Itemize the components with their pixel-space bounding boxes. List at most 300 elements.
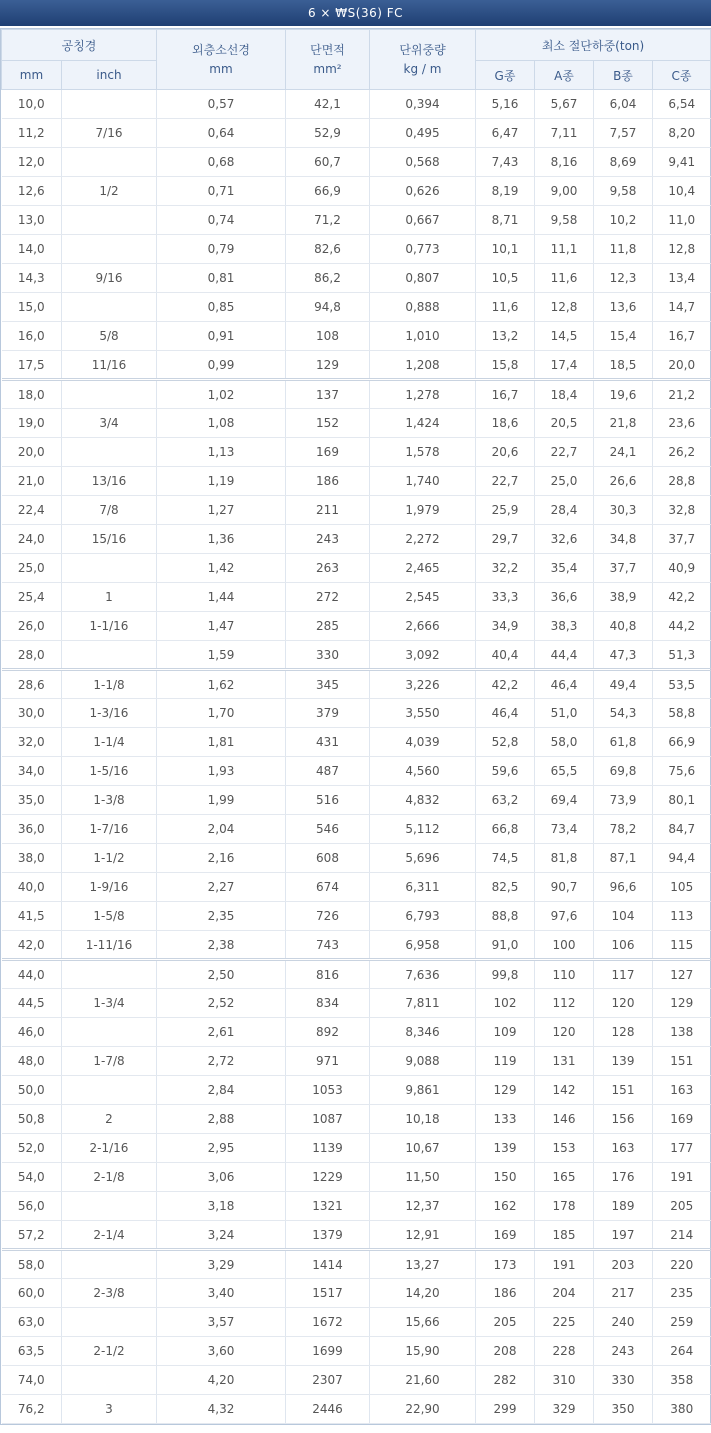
unit-weight-cell: 1,208 bbox=[370, 351, 476, 380]
area-cell: 431 bbox=[286, 728, 370, 757]
nominal-mm-cell: 58,0 bbox=[2, 1250, 62, 1279]
nominal-mm-cell: 16,0 bbox=[2, 322, 62, 351]
nominal-mm-cell: 36,0 bbox=[2, 815, 62, 844]
grade-a-cell: 32,6 bbox=[535, 525, 594, 554]
grade-a-cell: 73,4 bbox=[535, 815, 594, 844]
nominal-inch-cell: 1-1/4 bbox=[62, 728, 157, 757]
grade-b-cell: 156 bbox=[594, 1105, 653, 1134]
outer-wire-dia-cell: 0,99 bbox=[157, 351, 286, 380]
table-row bbox=[2, 264, 711, 293]
unit-weight-cell: 7,811 bbox=[370, 989, 476, 1018]
nominal-inch-cell bbox=[62, 1076, 157, 1105]
table-row bbox=[2, 1076, 711, 1105]
area-cell: 1053 bbox=[286, 1076, 370, 1105]
table-row bbox=[2, 1337, 711, 1366]
table-row bbox=[2, 699, 711, 728]
outer-wire-dia-cell: 4,20 bbox=[157, 1366, 286, 1395]
outer-wire-dia-cell: 1,42 bbox=[157, 554, 286, 583]
outer-wire-dia-cell: 1,70 bbox=[157, 699, 286, 728]
nominal-inch-cell bbox=[62, 641, 157, 670]
outer-wire-dia-cell: 0,91 bbox=[157, 322, 286, 351]
unit-weight-unit: kg / m bbox=[403, 61, 442, 76]
unit-weight-cell: 22,90 bbox=[370, 1395, 476, 1424]
unit-weight-cell: 1,740 bbox=[370, 467, 476, 496]
grade-c-cell: 53,5 bbox=[653, 670, 711, 699]
unit-weight-cell: 2,545 bbox=[370, 583, 476, 612]
grade-a-cell: 142 bbox=[535, 1076, 594, 1105]
outer-wire-dia-cell: 1,59 bbox=[157, 641, 286, 670]
table-row bbox=[2, 641, 711, 670]
unit-weight-cell: 12,91 bbox=[370, 1221, 476, 1250]
unit-weight-cell: 11,50 bbox=[370, 1163, 476, 1192]
unit-weight-cell: 9,088 bbox=[370, 1047, 476, 1076]
outer-wire-dia-cell: 3,57 bbox=[157, 1308, 286, 1337]
unit-weight-cell: 1,578 bbox=[370, 438, 476, 467]
grade-g-header: G종 bbox=[476, 61, 535, 90]
nominal-mm-cell: 25,4 bbox=[2, 583, 62, 612]
unit-weight-cell: 9,861 bbox=[370, 1076, 476, 1105]
unit-weight-cell: 2,272 bbox=[370, 525, 476, 554]
grade-b-cell: 7,57 bbox=[594, 119, 653, 148]
grade-c-cell: 10,4 bbox=[653, 177, 711, 206]
grade-g-cell: 173 bbox=[476, 1250, 535, 1279]
grade-b-cell: 30,3 bbox=[594, 496, 653, 525]
grade-c-cell: 105 bbox=[653, 873, 711, 902]
grade-c-cell: 214 bbox=[653, 1221, 711, 1250]
table-row bbox=[2, 670, 711, 699]
grade-b-cell: 203 bbox=[594, 1250, 653, 1279]
nominal-inch-cell: 7/16 bbox=[62, 119, 157, 148]
table-row bbox=[2, 380, 711, 409]
nominal-inch-cell: 2-1/16 bbox=[62, 1134, 157, 1163]
unit-weight-cell: 5,696 bbox=[370, 844, 476, 873]
nominal-mm-cell: 19,0 bbox=[2, 409, 62, 438]
nominal-mm-cell: 21,0 bbox=[2, 467, 62, 496]
outer-wire-dia-cell: 1,62 bbox=[157, 670, 286, 699]
grade-b-cell: 87,1 bbox=[594, 844, 653, 873]
area-cell: 816 bbox=[286, 960, 370, 989]
grade-b-cell: 8,69 bbox=[594, 148, 653, 177]
nominal-mm-cell: 22,4 bbox=[2, 496, 62, 525]
unit-weight-cell: 5,112 bbox=[370, 815, 476, 844]
area-cell: 345 bbox=[286, 670, 370, 699]
grade-g-cell: 29,7 bbox=[476, 525, 535, 554]
area-cell: 1087 bbox=[286, 1105, 370, 1134]
area-cell: 1414 bbox=[286, 1250, 370, 1279]
grade-g-cell: 139 bbox=[476, 1134, 535, 1163]
grade-b-cell: 13,6 bbox=[594, 293, 653, 322]
unit-weight-cell: 8,346 bbox=[370, 1018, 476, 1047]
table-row bbox=[2, 873, 711, 902]
table-row bbox=[2, 844, 711, 873]
grade-a-cell: 35,4 bbox=[535, 554, 594, 583]
outer-wire-dia-cell: 3,24 bbox=[157, 1221, 286, 1250]
grade-b-cell: 350 bbox=[594, 1395, 653, 1424]
grade-g-cell: 18,6 bbox=[476, 409, 535, 438]
unit-weight-cell: 1,979 bbox=[370, 496, 476, 525]
nominal-mm-cell: 44,0 bbox=[2, 960, 62, 989]
table-row bbox=[2, 1192, 711, 1221]
nominal-mm-cell: 28,0 bbox=[2, 641, 62, 670]
outer-wire-dia-cell: 1,19 bbox=[157, 467, 286, 496]
table-row bbox=[2, 438, 711, 467]
grade-b-cell: 24,1 bbox=[594, 438, 653, 467]
nominal-mm-cell: 10,0 bbox=[2, 90, 62, 119]
nominal-inch-cell: 1-7/16 bbox=[62, 815, 157, 844]
unit-weight-cell: 3,226 bbox=[370, 670, 476, 699]
grade-b-cell: 151 bbox=[594, 1076, 653, 1105]
outer-wire-dia-unit: mm bbox=[209, 61, 233, 76]
table-body bbox=[2, 90, 711, 1424]
nominal-mm-cell: 50,8 bbox=[2, 1105, 62, 1134]
grade-b-cell: 104 bbox=[594, 902, 653, 931]
outer-wire-dia-cell: 1,36 bbox=[157, 525, 286, 554]
table-row bbox=[2, 525, 711, 554]
nominal-mm-cell: 12,6 bbox=[2, 177, 62, 206]
grade-c-cell: 26,2 bbox=[653, 438, 711, 467]
nominal-inch-cell: 1-1/2 bbox=[62, 844, 157, 873]
unit-weight-cell: 12,37 bbox=[370, 1192, 476, 1221]
table-row bbox=[2, 554, 711, 583]
grade-a-cell: 12,8 bbox=[535, 293, 594, 322]
outer-wire-dia-cell: 0,64 bbox=[157, 119, 286, 148]
outer-wire-dia-cell: 1,81 bbox=[157, 728, 286, 757]
nominal-inch-cell bbox=[62, 380, 157, 409]
unit-weight-cell: 4,039 bbox=[370, 728, 476, 757]
nominal-inch-cell: 3 bbox=[62, 1395, 157, 1424]
table-row bbox=[2, 612, 711, 641]
grade-g-cell: 8,71 bbox=[476, 206, 535, 235]
grade-b-cell: 330 bbox=[594, 1366, 653, 1395]
grade-b-cell: 243 bbox=[594, 1337, 653, 1366]
grade-a-cell: 185 bbox=[535, 1221, 594, 1250]
nominal-mm-cell: 30,0 bbox=[2, 699, 62, 728]
nominal-mm-cell: 24,0 bbox=[2, 525, 62, 554]
area-cell: 285 bbox=[286, 612, 370, 641]
outer-wire-dia-cell: 3,40 bbox=[157, 1279, 286, 1308]
grade-c-cell: 37,7 bbox=[653, 525, 711, 554]
nominal-mm-cell: 52,0 bbox=[2, 1134, 62, 1163]
nominal-mm-cell: 14,3 bbox=[2, 264, 62, 293]
grade-b-cell: 15,4 bbox=[594, 322, 653, 351]
table-row bbox=[2, 757, 711, 786]
grade-b-cell: 6,04 bbox=[594, 90, 653, 119]
grade-a-cell: 329 bbox=[535, 1395, 594, 1424]
grade-a-cell: 5,67 bbox=[535, 90, 594, 119]
unit-weight-cell: 14,20 bbox=[370, 1279, 476, 1308]
area-cell: 516 bbox=[286, 786, 370, 815]
table-row bbox=[2, 1018, 711, 1047]
nominal-mm-cell: 41,5 bbox=[2, 902, 62, 931]
grade-c-cell: 28,8 bbox=[653, 467, 711, 496]
nominal-inch-cell: 1-3/16 bbox=[62, 699, 157, 728]
table-row bbox=[2, 1395, 711, 1424]
grade-a-cell: 90,7 bbox=[535, 873, 594, 902]
nominal-inch-cell: 15/16 bbox=[62, 525, 157, 554]
nominal-inch-cell bbox=[62, 206, 157, 235]
outer-wire-dia-cell: 1,44 bbox=[157, 583, 286, 612]
grade-c-cell: 259 bbox=[653, 1308, 711, 1337]
unit-weight-cell: 3,550 bbox=[370, 699, 476, 728]
outer-wire-dia-cell: 2,16 bbox=[157, 844, 286, 873]
table-row bbox=[2, 148, 711, 177]
outer-wire-dia-cell: 0,57 bbox=[157, 90, 286, 119]
nominal-inch-cell bbox=[62, 1192, 157, 1221]
nominal-mm-cell: 20,0 bbox=[2, 438, 62, 467]
table-row bbox=[2, 206, 711, 235]
grade-c-cell: 21,2 bbox=[653, 380, 711, 409]
grade-a-cell: 17,4 bbox=[535, 351, 594, 380]
nominal-mm-cell: 35,0 bbox=[2, 786, 62, 815]
area-cell: 1379 bbox=[286, 1221, 370, 1250]
nominal-inch-cell: 1-5/16 bbox=[62, 757, 157, 786]
grade-a-cell: 38,3 bbox=[535, 612, 594, 641]
grade-a-cell: 153 bbox=[535, 1134, 594, 1163]
nominal-mm-cell: 60,0 bbox=[2, 1279, 62, 1308]
outer-wire-dia-cell: 3,60 bbox=[157, 1337, 286, 1366]
grade-a-cell: 131 bbox=[535, 1047, 594, 1076]
grade-g-cell: 5,16 bbox=[476, 90, 535, 119]
grade-g-cell: 13,2 bbox=[476, 322, 535, 351]
table-row bbox=[2, 90, 711, 119]
area-cell: 263 bbox=[286, 554, 370, 583]
area-cell: 82,6 bbox=[286, 235, 370, 264]
inch-header: inch bbox=[62, 61, 157, 90]
grade-g-cell: 59,6 bbox=[476, 757, 535, 786]
nominal-mm-cell: 11,2 bbox=[2, 119, 62, 148]
grade-c-cell: 138 bbox=[653, 1018, 711, 1047]
nominal-inch-cell: 1 bbox=[62, 583, 157, 612]
unit-weight-cell: 0,568 bbox=[370, 148, 476, 177]
grade-a-cell: 44,4 bbox=[535, 641, 594, 670]
nominal-mm-cell: 26,0 bbox=[2, 612, 62, 641]
grade-c-cell: 358 bbox=[653, 1366, 711, 1395]
outer-wire-dia-cell: 0,81 bbox=[157, 264, 286, 293]
grade-g-cell: 109 bbox=[476, 1018, 535, 1047]
min-break-load-header: 최소 절단하중(ton) bbox=[476, 30, 711, 61]
grade-g-cell: 63,2 bbox=[476, 786, 535, 815]
grade-g-cell: 46,4 bbox=[476, 699, 535, 728]
table-row bbox=[2, 1134, 711, 1163]
table-row bbox=[2, 177, 711, 206]
area-cell: 971 bbox=[286, 1047, 370, 1076]
unit-weight-cell: 10,18 bbox=[370, 1105, 476, 1134]
nominal-mm-cell: 12,0 bbox=[2, 148, 62, 177]
table-row bbox=[2, 351, 711, 380]
table-row bbox=[2, 902, 711, 931]
grade-g-cell: 299 bbox=[476, 1395, 535, 1424]
nominal-mm-cell: 13,0 bbox=[2, 206, 62, 235]
grade-c-cell: 84,7 bbox=[653, 815, 711, 844]
unit-weight-cell: 6,311 bbox=[370, 873, 476, 902]
nominal-mm-cell: 74,0 bbox=[2, 1366, 62, 1395]
grade-b-cell: 47,3 bbox=[594, 641, 653, 670]
outer-wire-dia-cell: 4,32 bbox=[157, 1395, 286, 1424]
grade-c-cell: 66,9 bbox=[653, 728, 711, 757]
grade-g-cell: 40,4 bbox=[476, 641, 535, 670]
unit-weight-label: 단위중량 bbox=[399, 42, 446, 57]
unit-weight-cell: 0,888 bbox=[370, 293, 476, 322]
grade-c-cell: 23,6 bbox=[653, 409, 711, 438]
nominal-inch-cell bbox=[62, 960, 157, 989]
grade-c-cell: 44,2 bbox=[653, 612, 711, 641]
mm-header: mm bbox=[2, 61, 62, 90]
grade-c-cell: 191 bbox=[653, 1163, 711, 1192]
grade-b-cell: 128 bbox=[594, 1018, 653, 1047]
grade-g-cell: 15,8 bbox=[476, 351, 535, 380]
unit-weight-cell: 0,667 bbox=[370, 206, 476, 235]
area-cell: 71,2 bbox=[286, 206, 370, 235]
grade-b-cell: 197 bbox=[594, 1221, 653, 1250]
grade-b-cell: 176 bbox=[594, 1163, 653, 1192]
grade-b-cell: 18,5 bbox=[594, 351, 653, 380]
grade-b-cell: 11,8 bbox=[594, 235, 653, 264]
nominal-inch-cell bbox=[62, 235, 157, 264]
nominal-inch-cell: 13/16 bbox=[62, 467, 157, 496]
table-row bbox=[2, 960, 711, 989]
nominal-inch-cell bbox=[62, 90, 157, 119]
grade-a-cell: 9,58 bbox=[535, 206, 594, 235]
grade-a-cell: 46,4 bbox=[535, 670, 594, 699]
outer-wire-dia-cell: 2,50 bbox=[157, 960, 286, 989]
unit-weight-cell: 10,67 bbox=[370, 1134, 476, 1163]
table-row bbox=[2, 583, 711, 612]
area-cell: 834 bbox=[286, 989, 370, 1018]
grade-g-cell: 186 bbox=[476, 1279, 535, 1308]
outer-wire-dia-label: 외층소선경 bbox=[192, 42, 250, 57]
table-row bbox=[2, 1221, 711, 1250]
nominal-mm-cell: 18,0 bbox=[2, 380, 62, 409]
table-row bbox=[2, 467, 711, 496]
grade-b-cell: 38,9 bbox=[594, 583, 653, 612]
unit-weight-cell: 4,832 bbox=[370, 786, 476, 815]
nominal-inch-cell: 1-11/16 bbox=[62, 931, 157, 960]
outer-wire-dia-cell: 0,79 bbox=[157, 235, 286, 264]
area-cell: 60,7 bbox=[286, 148, 370, 177]
grade-c-cell: 113 bbox=[653, 902, 711, 931]
grade-c-cell: 40,9 bbox=[653, 554, 711, 583]
grade-g-cell: 16,7 bbox=[476, 380, 535, 409]
grade-c-cell: 75,6 bbox=[653, 757, 711, 786]
grade-b-cell: 96,6 bbox=[594, 873, 653, 902]
nominal-mm-cell: 38,0 bbox=[2, 844, 62, 873]
unit-weight-cell: 6,958 bbox=[370, 931, 476, 960]
grade-g-cell: 42,2 bbox=[476, 670, 535, 699]
grade-a-cell: 36,6 bbox=[535, 583, 594, 612]
spec-table bbox=[1, 29, 711, 1424]
table-row bbox=[2, 989, 711, 1018]
nominal-mm-cell: 48,0 bbox=[2, 1047, 62, 1076]
unit-weight-cell: 2,465 bbox=[370, 554, 476, 583]
grade-a-cell: 97,6 bbox=[535, 902, 594, 931]
area-cell: 1672 bbox=[286, 1308, 370, 1337]
grade-g-cell: 119 bbox=[476, 1047, 535, 1076]
outer-wire-dia-cell: 1,27 bbox=[157, 496, 286, 525]
grade-c-cell: 11,0 bbox=[653, 206, 711, 235]
grade-b-cell: 19,6 bbox=[594, 380, 653, 409]
grade-a-header: A종 bbox=[535, 61, 594, 90]
grade-b-cell: 69,8 bbox=[594, 757, 653, 786]
area-cell: 2307 bbox=[286, 1366, 370, 1395]
grade-g-cell: 99,8 bbox=[476, 960, 535, 989]
grade-g-cell: 10,5 bbox=[476, 264, 535, 293]
nominal-inch-cell bbox=[62, 1250, 157, 1279]
unit-weight-cell: 13,27 bbox=[370, 1250, 476, 1279]
outer-wire-dia-cell: 3,29 bbox=[157, 1250, 286, 1279]
grade-a-cell: 165 bbox=[535, 1163, 594, 1192]
grade-b-cell: 21,8 bbox=[594, 409, 653, 438]
nominal-mm-cell: 46,0 bbox=[2, 1018, 62, 1047]
area-cell: 1517 bbox=[286, 1279, 370, 1308]
grade-c-cell: 205 bbox=[653, 1192, 711, 1221]
nominal-inch-cell: 7/8 bbox=[62, 496, 157, 525]
grade-b-cell: 54,3 bbox=[594, 699, 653, 728]
grade-c-cell: 9,41 bbox=[653, 148, 711, 177]
grade-g-cell: 34,9 bbox=[476, 612, 535, 641]
grade-g-cell: 208 bbox=[476, 1337, 535, 1366]
grade-g-cell: 11,6 bbox=[476, 293, 535, 322]
grade-g-cell: 82,5 bbox=[476, 873, 535, 902]
area-cell: 86,2 bbox=[286, 264, 370, 293]
grade-g-cell: 25,9 bbox=[476, 496, 535, 525]
table-row bbox=[2, 1308, 711, 1337]
nominal-mm-cell: 32,0 bbox=[2, 728, 62, 757]
grade-g-cell: 205 bbox=[476, 1308, 535, 1337]
area-cell: 892 bbox=[286, 1018, 370, 1047]
grade-c-cell: 8,20 bbox=[653, 119, 711, 148]
nominal-inch-cell bbox=[62, 1366, 157, 1395]
grade-a-cell: 100 bbox=[535, 931, 594, 960]
nominal-inch-cell: 1-3/4 bbox=[62, 989, 157, 1018]
grade-g-cell: 7,43 bbox=[476, 148, 535, 177]
area-unit: mm² bbox=[313, 61, 342, 76]
grade-a-cell: 120 bbox=[535, 1018, 594, 1047]
grade-a-cell: 58,0 bbox=[535, 728, 594, 757]
nominal-mm-cell: 40,0 bbox=[2, 873, 62, 902]
grade-b-cell: 61,8 bbox=[594, 728, 653, 757]
outer-wire-dia-cell: 2,04 bbox=[157, 815, 286, 844]
area-cell: 42,1 bbox=[286, 90, 370, 119]
area-cell: 211 bbox=[286, 496, 370, 525]
grade-a-cell: 8,16 bbox=[535, 148, 594, 177]
outer-wire-dia-cell: 1,02 bbox=[157, 380, 286, 409]
nominal-mm-cell: 76,2 bbox=[2, 1395, 62, 1424]
area-cell: 186 bbox=[286, 467, 370, 496]
unit-weight-cell: 1,278 bbox=[370, 380, 476, 409]
outer-wire-dia-cell: 0,71 bbox=[157, 177, 286, 206]
area-cell: 243 bbox=[286, 525, 370, 554]
table-row bbox=[2, 728, 711, 757]
grade-c-cell: 42,2 bbox=[653, 583, 711, 612]
unit-weight-cell: 7,636 bbox=[370, 960, 476, 989]
nominal-inch-cell: 1-5/8 bbox=[62, 902, 157, 931]
grade-a-cell: 110 bbox=[535, 960, 594, 989]
grade-a-cell: 11,1 bbox=[535, 235, 594, 264]
nominal-inch-cell: 1-9/16 bbox=[62, 873, 157, 902]
grade-a-cell: 20,5 bbox=[535, 409, 594, 438]
grade-g-cell: 10,1 bbox=[476, 235, 535, 264]
grade-a-cell: 225 bbox=[535, 1308, 594, 1337]
unit-weight-cell: 0,773 bbox=[370, 235, 476, 264]
outer-wire-dia-cell: 0,74 bbox=[157, 206, 286, 235]
nominal-inch-cell: 2-1/8 bbox=[62, 1163, 157, 1192]
area-header bbox=[286, 30, 370, 90]
grade-a-cell: 178 bbox=[535, 1192, 594, 1221]
grade-b-cell: 139 bbox=[594, 1047, 653, 1076]
grade-b-cell: 117 bbox=[594, 960, 653, 989]
table-row bbox=[2, 1366, 711, 1395]
grade-c-cell: 16,7 bbox=[653, 322, 711, 351]
